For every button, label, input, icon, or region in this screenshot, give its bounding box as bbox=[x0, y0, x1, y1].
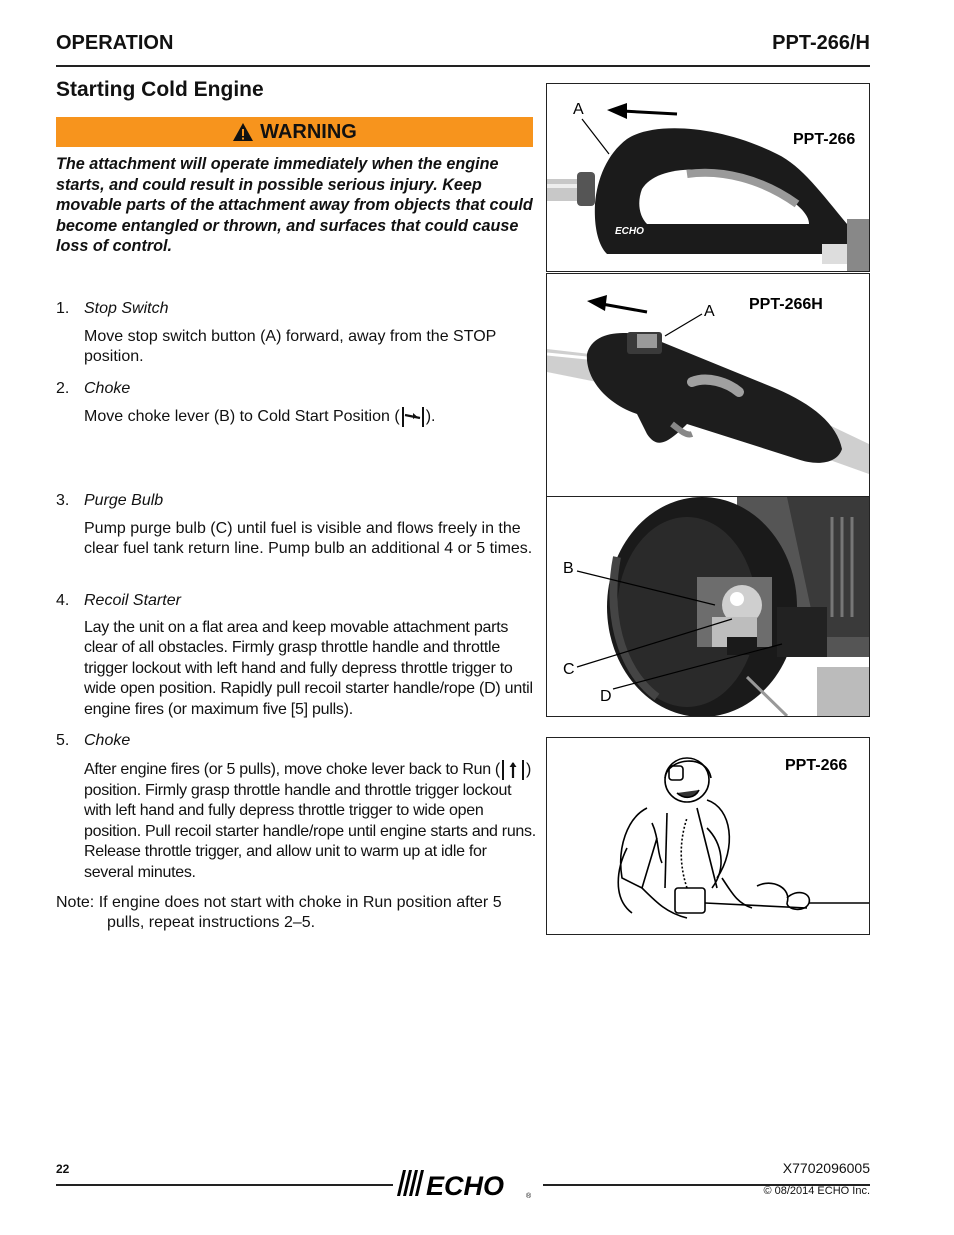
step-number: 2. bbox=[56, 380, 70, 397]
warning-label: WARNING bbox=[260, 120, 357, 143]
document-number: X7702096005 bbox=[782, 1160, 870, 1176]
cold-start-choke-icon bbox=[400, 405, 426, 429]
figure-operator-starting bbox=[546, 737, 870, 935]
warning-text: The attachment will operate immediately when the engine starts, and could result in possible serious injury. Keep movable parts of the attachment away from objects that could become entangled or thrown, and surfaces that could cause loss of control. bbox=[56, 155, 533, 255]
step-title: Stop Switch bbox=[84, 300, 169, 317]
step-number: 1. bbox=[56, 300, 70, 317]
step-body bbox=[84, 405, 536, 429]
logo-text: ECHO bbox=[426, 1171, 505, 1201]
echo-logo-mark bbox=[393, 1164, 543, 1202]
model-heading: PPT-266/H bbox=[772, 32, 870, 54]
handle-illustration bbox=[547, 274, 869, 496]
figure-label: PPT-266 bbox=[793, 131, 856, 148]
label-a: A bbox=[704, 303, 715, 320]
figure-engine-controls bbox=[546, 496, 870, 717]
step-title: Purge Bulb bbox=[84, 492, 164, 509]
step-body-text: ) position. Firmly grasp throttle handle and throttle trigger lockout with left hand and fully depress throttle trigger to wide open position. Pull recoil starter handle/rope until engine starts and runs. Release throttle trigger, and allow unit to warm up at idle for several minutes. bbox=[84, 761, 536, 881]
operator-illustration bbox=[547, 738, 869, 934]
step-title: Choke bbox=[84, 380, 131, 397]
figure-label: PPT-266 bbox=[785, 757, 848, 774]
registered-mark: ® bbox=[526, 1193, 532, 1200]
handle-illustration bbox=[547, 84, 869, 271]
page-number: 22 bbox=[56, 1162, 70, 1176]
step-number: 5. bbox=[56, 732, 70, 749]
label-a: A bbox=[573, 101, 584, 118]
engine-illustration bbox=[547, 497, 869, 716]
echo-logo bbox=[393, 1164, 543, 1202]
figure-ppt266h-handle bbox=[546, 273, 870, 497]
figure-label: PPT-266H bbox=[749, 296, 823, 313]
section-heading: OPERATION bbox=[56, 32, 174, 54]
copyright: © 08/2014 ECHO Inc. bbox=[763, 1185, 870, 1197]
label-d: D bbox=[600, 688, 612, 705]
note bbox=[56, 893, 536, 934]
note-line: pulls, repeat instructions 2–5. bbox=[107, 914, 316, 932]
step-body-text: ). bbox=[425, 408, 436, 426]
label-b: B bbox=[563, 560, 574, 577]
handle-brand-text: ECHO bbox=[615, 226, 644, 237]
run-position-choke-icon bbox=[500, 759, 526, 781]
warning-banner bbox=[56, 117, 533, 147]
note-line: Note: If engine does not start with choke in Run position after 5 bbox=[56, 894, 502, 911]
step-body: Lay the unit on a flat area and keep movable attachment parts clear of all obstacles. Firmly grasp throttle handle and throttle trigger lockout with left hand and fully depress throttle trigger to wide open position. Rapidly pull recoil starter handle/rope (D) until engine fires (or maximum five [5] pulls). bbox=[84, 619, 533, 718]
label-c: C bbox=[563, 661, 575, 678]
step-title: Recoil Starter bbox=[84, 592, 181, 609]
step-title: Choke bbox=[84, 732, 131, 749]
step-body bbox=[84, 759, 536, 883]
page-title: Starting Cold Engine bbox=[56, 78, 264, 101]
figure-ppt266-handle bbox=[546, 83, 870, 272]
step-body: Pump purge bulb (C) until fuel is visible and flows freely in the clear fuel tank return line. Pump bulb an additional 4 or 5 times. bbox=[84, 520, 533, 558]
step-body-text: After engine fires (or 5 pulls), move choke lever back to Run ( bbox=[84, 761, 500, 779]
step-number: 4. bbox=[56, 592, 70, 609]
header-rule bbox=[56, 65, 870, 67]
step-body-text: Move choke lever (B) to Cold Start Position ( bbox=[84, 408, 400, 426]
step-body: Move stop switch button (A) forward, away from the STOP position. bbox=[84, 328, 497, 366]
step-number: 3. bbox=[56, 492, 70, 509]
warning-icon bbox=[232, 122, 254, 142]
